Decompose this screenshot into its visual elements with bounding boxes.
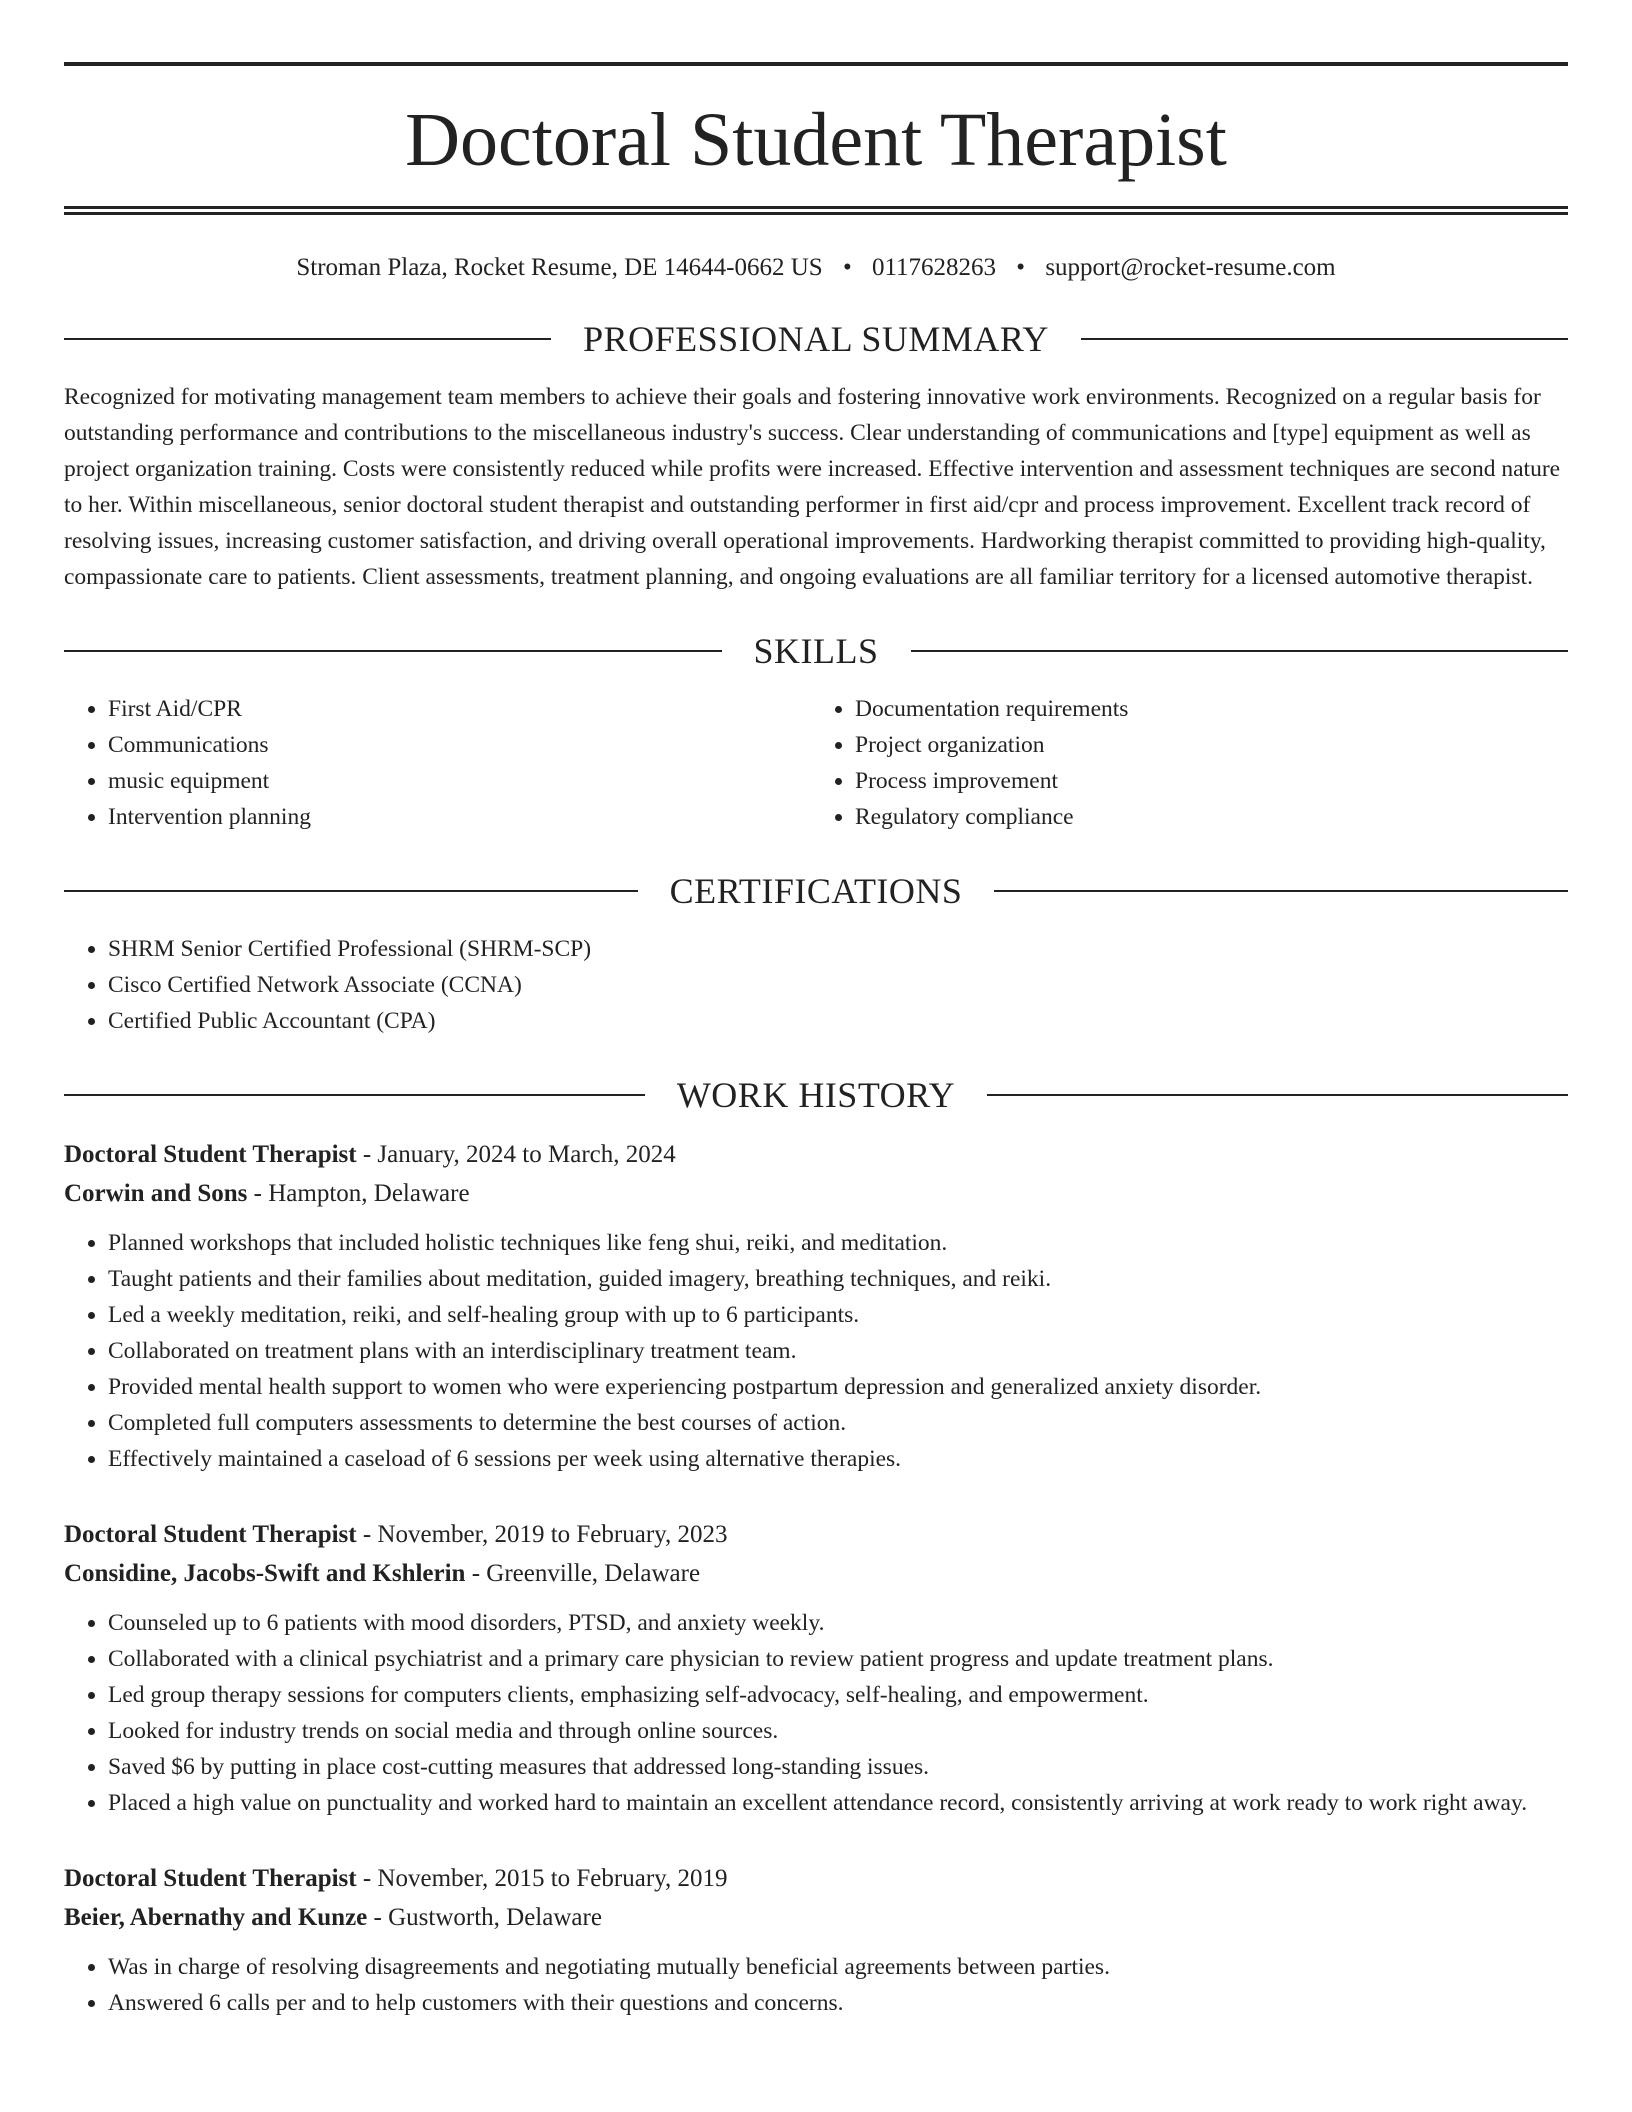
job-company-line: [64, 1174, 1568, 1213]
section-title: WORK HISTORY: [676, 1075, 956, 1115]
skill-item: • music equipment: [108, 763, 821, 799]
job-bullet: • Led a weekly meditation, reiki, and self-healing group with up to 6 participants.: [108, 1297, 1568, 1333]
summary-text: Recognized for motivating management team members to achieve their goals and fostering innovative work environments. Recognized on a regular basis for outstanding performance and contributions to the miscellaneous industry's success. Clear understanding of communications and [type] equipment as well as project organization training. Costs were consistently reduced while profits were increased. Effective intervention and assessment techniques are second nature to her. Within miscellaneous, senior doctoral student therapist and outstanding performer in first aid/cpr and process improvement. Excellent track record of resolving issues, increasing customer satisfaction, and driving overall operational improvements. Hardworking therapist committed to providing high-quality, compassionate care to patients. Client assessments, treatment planning, and ongoing evaluations are all familiar territory for a licensed automotive therapist.: [64, 384, 1561, 590]
job-dates: - January, 2024 to March, 2024: [356, 1141, 676, 1168]
top-rule: [64, 62, 1568, 66]
heading-rule: [911, 650, 1569, 652]
job-bullet: • Planned workshops that included holistic techniques like feng shui, reiki, and meditation.: [108, 1225, 1568, 1261]
contact-line: [64, 253, 1568, 283]
job-bullets: [64, 1225, 1568, 1477]
section-title: PROFESSIONAL SUMMARY: [583, 319, 1049, 359]
heading-rule: [64, 650, 722, 652]
job-bullet: • Answered 6 calls per and to help customers with their questions and concerns.: [108, 1985, 1568, 2021]
job-location: - Hampton, Delaware: [247, 1180, 470, 1207]
job-title-line: [64, 1135, 1568, 1174]
job-location: - Gustworth, Delaware: [367, 1904, 602, 1931]
job-bullet: • Counseled up to 6 patients with mood disorders, PTSD, and anxiety weekly.: [108, 1605, 1568, 1641]
job-bullet: • Completed full computers assessments to determine the best courses of action.: [108, 1405, 1568, 1441]
job-entry: [64, 1859, 1568, 2021]
skills-column-right: [821, 691, 1568, 835]
skill-item: • Documentation requirements: [855, 691, 1568, 727]
contact-phone: 0117628263: [871, 254, 997, 281]
job-entry: [64, 1135, 1568, 1477]
section-title: CERTIFICATIONS: [669, 871, 963, 911]
job-title: Doctoral Student Therapist: [64, 1141, 357, 1168]
skill-item: • Communications: [108, 727, 821, 763]
job-dates: - November, 2015 to February, 2019: [356, 1865, 728, 1892]
job-company-line: [64, 1898, 1568, 1937]
skills-list: [64, 691, 1568, 835]
job-bullets: [64, 1949, 1568, 2021]
job-title: Doctoral Student Therapist: [64, 1521, 357, 1548]
job-bullet: • Led group therapy sessions for computers clients, emphasizing self-advocacy, self-healing, and empowerment.: [108, 1677, 1568, 1713]
heading-rule: [64, 1094, 645, 1096]
job-location: - Greenville, Delaware: [465, 1560, 701, 1587]
candidate-name: Doctoral Student Therapist: [405, 98, 1227, 182]
skills-column-left: [64, 691, 821, 835]
job-bullet: • Was in charge of resolving disagreements and negotiating mutually beneficial agreements between parties.: [108, 1949, 1568, 1985]
work-history-heading: [64, 1077, 1568, 1113]
job-dates: - November, 2019 to February, 2023: [356, 1521, 728, 1548]
job-bullets: [64, 1605, 1568, 1821]
certifications-heading: [64, 873, 1568, 909]
job-title-line: [64, 1859, 1568, 1898]
job-bullet: • Taught patients and their families about meditation, guided imagery, breathing techniques, and reiki.: [108, 1261, 1568, 1297]
heading-rule: [994, 890, 1568, 892]
job-company: Beier, Abernathy and Kunze: [64, 1904, 368, 1931]
certifications-list: [64, 931, 1568, 1039]
heading-rule: [987, 1094, 1568, 1096]
certification-item: • Cisco Certified Network Associate (CCNA): [108, 967, 1568, 1003]
job-company: Corwin and Sons: [64, 1180, 248, 1207]
job-company-line: [64, 1554, 1568, 1593]
job-entry: [64, 1515, 1568, 1821]
contact-email: support@rocket-resume.com: [1045, 254, 1336, 281]
job-bullet: • Saved $6 by putting in place cost-cutting measures that addressed long-standing issues.: [108, 1749, 1568, 1785]
job-bullet: • Collaborated with a clinical psychiatrist and a primary care physician to review patient progress and update treatment plans.: [108, 1641, 1568, 1677]
skill-item: • Intervention planning: [108, 799, 821, 835]
skills-heading: [64, 633, 1568, 669]
section-title: SKILLS: [753, 631, 879, 671]
skill-item: • Regulatory compliance: [855, 799, 1568, 835]
job-bullet: • Provided mental health support to women who were experiencing postpartum depression and generalized anxiety disorder.: [108, 1369, 1568, 1405]
contact-separator: •: [1016, 254, 1026, 281]
skill-item: • Process improvement: [855, 763, 1568, 799]
certification-item: • Certified Public Accountant (CPA): [108, 1003, 1568, 1039]
heading-rule: [64, 338, 551, 340]
job-bullet: • Placed a high value on punctuality and worked hard to maintain an excellent attendance record, consistently arriving at work ready to work right away.: [108, 1785, 1568, 1821]
job-title: Doctoral Student Therapist: [64, 1865, 357, 1892]
contact-address: Stroman Plaza, Rocket Resume, DE 14644-0662 US: [296, 254, 823, 281]
job-title-line: [64, 1515, 1568, 1554]
job-bullet: • Looked for industry trends on social media and through online sources.: [108, 1713, 1568, 1749]
summary-heading: [64, 321, 1568, 357]
skill-item: • First Aid/CPR: [108, 691, 821, 727]
heading-rule: [64, 890, 638, 892]
skill-item: • Project organization: [855, 727, 1568, 763]
job-bullet: • Effectively maintained a caseload of 6 sessions per week using alternative therapies.: [108, 1441, 1568, 1477]
double-rule: [64, 206, 1568, 215]
heading-rule: [1081, 338, 1568, 340]
contact-separator: •: [842, 254, 852, 281]
certification-item: • SHRM Senior Certified Professional (SHRM-SCP): [108, 931, 1568, 967]
job-company: Considine, Jacobs-Swift and Kshlerin: [64, 1560, 466, 1587]
job-bullet: • Collaborated on treatment plans with an interdisciplinary treatment team.: [108, 1333, 1568, 1369]
